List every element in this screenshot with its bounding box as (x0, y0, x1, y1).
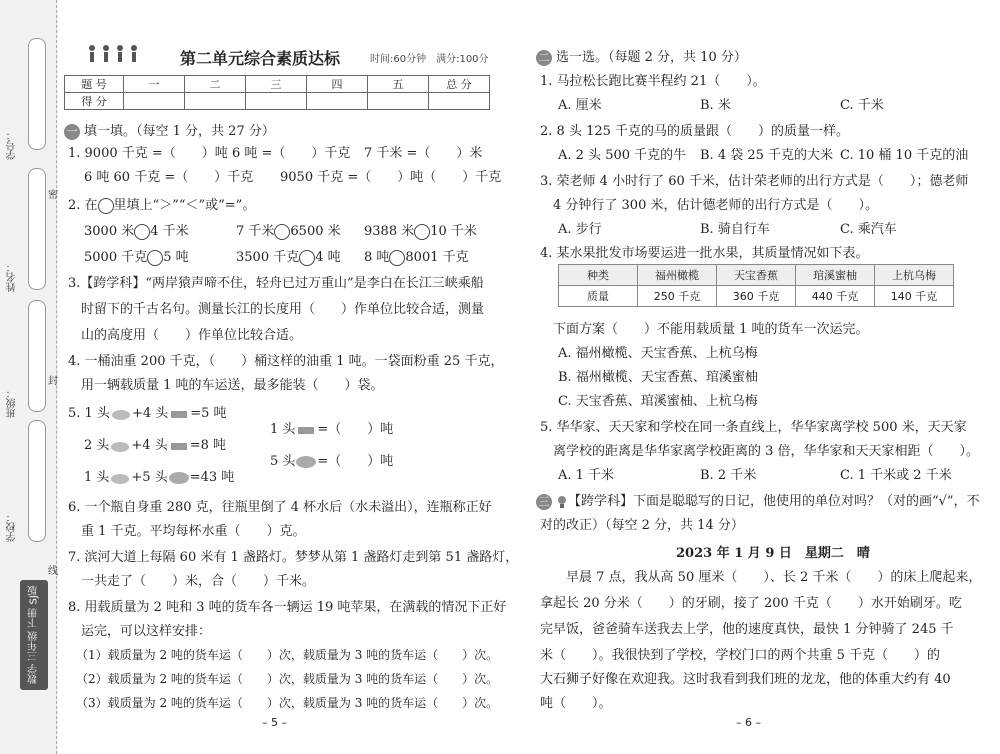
fruit-cell: 250 千克 (638, 286, 717, 307)
page-number-right: – 6 – (736, 716, 761, 729)
q7-line-2: 一共走了（ ）米，合（ ）千米。 (68, 574, 316, 589)
page-title: 第二单元综合素质达标 (180, 49, 341, 68)
fruit-cell: 140 千克 (875, 286, 954, 307)
r2-option-c: C. 10 桶 10 千克的油 (840, 148, 969, 163)
q2-row-2b: 3500 千克 4 吨 (236, 250, 341, 265)
score-header: 一 (124, 76, 185, 93)
score-header: 四 (307, 76, 368, 93)
compare-circle-icon (98, 198, 114, 214)
elephant-icon (168, 471, 190, 485)
score-header: 二 (185, 76, 246, 93)
figures-logo-icon (86, 44, 150, 68)
score-cell[interactable] (246, 93, 307, 110)
diary-line-2: 拿起长 20 分米（ ）的牙刷，接了 200 千克（ ）水开始刷牙。吃 (540, 596, 962, 611)
student-id-box (28, 38, 46, 150)
q8-option-1: （1）载质量为 2 吨的货车运（ ）次，载质量为 3 吨的货车运（ ）次。 (76, 648, 499, 662)
q1-part-c: 7 千米 =（ ）米 (364, 146, 483, 161)
q2-row-1: 3000 米 4 千米 (84, 224, 189, 239)
hippo-icon (110, 407, 132, 421)
hippo-icon (109, 471, 131, 485)
compare-circle-icon[interactable] (134, 224, 150, 240)
section-3-heading (536, 490, 980, 510)
section-2-heading (536, 46, 747, 66)
fruit-header: 上杭乌梅 (875, 265, 954, 286)
compare-circle-icon[interactable] (274, 224, 290, 240)
score-cell[interactable] (368, 93, 429, 110)
compare-circle-icon[interactable] (414, 224, 430, 240)
q2-instruction: 2. 在 里填上“＞”“＜”或“=”。 (68, 198, 256, 213)
bulb-icon (556, 495, 568, 509)
score-cell[interactable] (124, 93, 185, 110)
fruit-cell: 440 千克 (796, 286, 875, 307)
r5-option-b: B. 2 千米 (700, 468, 757, 483)
r5-option-a: A. 1 千米 (558, 468, 615, 483)
q2-row-1c: 9388 米 10 千米 (364, 224, 477, 239)
hippo-icon (109, 439, 131, 453)
class-label: 班级： (7, 388, 18, 418)
q5-answer-1: 1 头 =（ ）吨 (270, 422, 394, 437)
compare-circle-icon[interactable] (299, 250, 315, 266)
r4-option-b: B. 福州橄榄、天宝香蕉、琯溪蜜柚 (558, 370, 758, 385)
diary-line-4: 米（ ）。我很快到了学校，学校门口的两个共重 5 千克（ ）的 (540, 648, 941, 663)
section-title: 填一填。（每空 1 分，共 27 分） (84, 124, 275, 139)
q5-answer-2: 5 头 =（ ）吨 (270, 454, 394, 469)
score-header: 五 (368, 76, 429, 93)
score-cell[interactable] (429, 93, 490, 110)
section-number: 二 (536, 50, 552, 66)
r2-option-b: B. 4 袋 25 千克的大米 (700, 148, 834, 163)
r2-question: 2. 8 头 125 千克的马的质量跟（ ）的质量一样。 (540, 124, 850, 139)
r3-line-2: 4 分钟行了 300 米，估计德老师的出行方式是（ ）。 (540, 198, 878, 213)
exam-meta: 时间:60分钟 满分:100分 (370, 54, 489, 65)
q1-part-a: 1. 9000 千克 =（ ）吨 (68, 146, 228, 161)
r3-option-a: A. 步行 (558, 222, 602, 237)
score-cell[interactable] (185, 93, 246, 110)
q8-line-1: 8. 用载质量为 2 吨和 3 吨的货车各一辆运 19 吨苹果，在满载的情况下正好 (68, 600, 507, 615)
q8-option-2: （2）载质量为 2 吨的货车运（ ）次，载质量为 3 吨的货车运（ ）次。 (76, 672, 499, 686)
r5-line-1: 5. 华华家、天天家和学校在同一条直线上，华华家离学校 500 米，天天家 (540, 420, 967, 435)
brand-tag: 数学 三年级 下册 SJ版 (20, 580, 48, 690)
elephant-icon (295, 455, 317, 469)
fruit-header: 种类 (559, 265, 638, 286)
r3-option-b: B. 骑自行车 (700, 222, 770, 237)
r4-question: 4. 某水果批发市场要运进一批水果，其质量情况如下表。 (540, 246, 869, 261)
compare-circle-icon[interactable] (147, 250, 163, 266)
diary-line-6: 吨（ ）。 (540, 696, 612, 711)
fruit-header: 福州橄榄 (638, 265, 717, 286)
section-title: 【跨学科】下面是聪聪写的日记，他使用的单位对吗？（对的画“√”，不 (568, 494, 980, 509)
section-number: 一 (64, 124, 80, 140)
r5-line-2: 离学校的距离是华华家离学校距离的 3 倍，华华家和天天家相距（ ）。 (540, 444, 980, 459)
fruit-table (558, 264, 954, 307)
score-row-label: 得 分 (65, 93, 124, 110)
q3-line-3: 山的高度用（ ）作单位比较合适。 (68, 328, 303, 343)
q8-line-2: 运完，可以这样安排： (68, 624, 212, 639)
q2-row-2: 5000 千克 5 吨 (84, 250, 189, 265)
section-1-heading (64, 120, 275, 140)
score-header: 题 号 (65, 76, 124, 93)
score-header: 三 (246, 76, 307, 93)
fruit-cell: 360 千克 (717, 286, 796, 307)
page-number-left: – 5 – (262, 716, 287, 729)
q5-eq-3: 1 头 +5 头 =43 吨 (84, 470, 235, 485)
zebra-icon (295, 423, 317, 437)
fruit-cell: 质量 (559, 286, 638, 307)
r4-subquestion: 下面方案（ ）不能用载质量 1 吨的货车一次运完。 (540, 322, 869, 337)
section-3-subtitle: 对的改正）（每空 2 分，共 14 分） (540, 518, 744, 533)
q1-part-d: 6 吨 60 千克 =（ ）千克 (84, 170, 254, 185)
fruit-header: 琯溪蜜柚 (796, 265, 875, 286)
name-label: 姓名： (7, 262, 18, 292)
zebra-icon (168, 407, 190, 421)
r5-option-c: C. 1 千米或 2 千米 (840, 468, 952, 483)
fruit-header: 天宝香蕉 (717, 265, 796, 286)
q3-line-2: 时留下的千古名句。测量长江的长度用（ ）作单位比较合适，测量 (68, 302, 485, 317)
r1-option-c: C. 千米 (840, 98, 884, 113)
zebra-icon (168, 439, 190, 453)
q1-part-b: 6 吨 =（ ）千克 (232, 146, 351, 161)
q8-option-3: （3）载质量为 2 吨的货车运（ ）次，载质量为 3 吨的货车运（ ）次。 (76, 696, 499, 710)
r4-option-a: A. 福州橄榄、天宝香蕉、上杭乌梅 (558, 346, 758, 361)
school-label: 学校： (7, 512, 18, 542)
q2-row-1b: 7 千米 6500 米 (236, 224, 341, 239)
q1-part-e: 9050 千克 =（ ）吨（ ）千克 (280, 170, 502, 185)
q5-eq-2: 2 头 +4 头 =8 吨 (84, 438, 226, 453)
section-number: 三 (536, 494, 552, 510)
seal-word-2: 封 (48, 376, 58, 387)
q4-line-1: 4. 一桶油重 200 千克，（ ）桶这样的油重 1 吨。一袋面粉重 25 千克， (68, 354, 504, 369)
diary-line-5: 大石狮子好像在欢迎我。这时我看到我们班的龙龙，他的体重大约有 40 (540, 672, 951, 687)
r2-option-a: A. 2 头 500 千克的牛 (558, 148, 687, 163)
score-cell[interactable] (307, 93, 368, 110)
q4-line-2: 用一辆载质量 1 吨的车运送，最多能装（ ）袋。 (68, 378, 384, 393)
r1-option-a: A. 厘米 (558, 98, 602, 113)
school-box (28, 420, 46, 542)
r4-option-c: C. 天宝香蕉、琯溪蜜柚、上杭乌梅 (558, 394, 758, 409)
name-box (28, 168, 46, 290)
student-id-label: 学号： (7, 130, 18, 160)
score-table (64, 75, 490, 110)
q6-line-1: 6. 一个瓶自身重 280 克，往瓶里倒了 4 杯水后（水未溢出），连瓶称正好 (68, 500, 492, 515)
q3-line-1: 3.【跨学科】“两岸猿声啼不住，轻舟已过万重山”是李白在长江三峡乘船 (68, 276, 484, 291)
q5-eq-1: 5. 1 头 +4 头 =5 吨 (68, 406, 227, 421)
r3-option-c: C. 乘汽车 (840, 222, 897, 237)
diary-date: 2023 年 1 月 9 日 星期二 晴 (676, 546, 870, 561)
q2-row-2c: 8 吨 8001 千克 (364, 250, 469, 265)
r3-line-1: 3. 荣老师 4 小时行了 60 千米，估计荣老师的出行方式是（ ）；德老师 (540, 174, 969, 189)
compare-circle-icon[interactable] (389, 250, 405, 266)
score-header: 总 分 (429, 76, 490, 93)
class-box (28, 300, 46, 412)
diary-line-1: 早晨 7 点，我从高 50 厘米（ ）、长 2 千米（ ）的床上爬起来， (540, 570, 982, 585)
r1-question: 1. 马拉松长跑比赛半程约 21（ ）。 (540, 74, 766, 89)
diary-line-3: 完早饭，爸爸骑车送我去上学，他的速度真快，最快 1 分钟骑了 245 千 (540, 622, 954, 637)
q6-line-2: 重 1 千克。平均每杯水重（ ）克。 (68, 524, 306, 539)
seal-word-3: 线 (48, 566, 58, 577)
seal-word-1: 密 (48, 190, 58, 201)
q7-line-1: 7. 滨河大道上每隔 60 米有 1 盏路灯。梦梦从第 1 盏路灯走到第 51 盏路灯， (68, 550, 519, 565)
section-title: 选一选。（每题 2 分，共 10 分） (556, 50, 747, 65)
r1-option-b: B. 米 (700, 98, 731, 113)
